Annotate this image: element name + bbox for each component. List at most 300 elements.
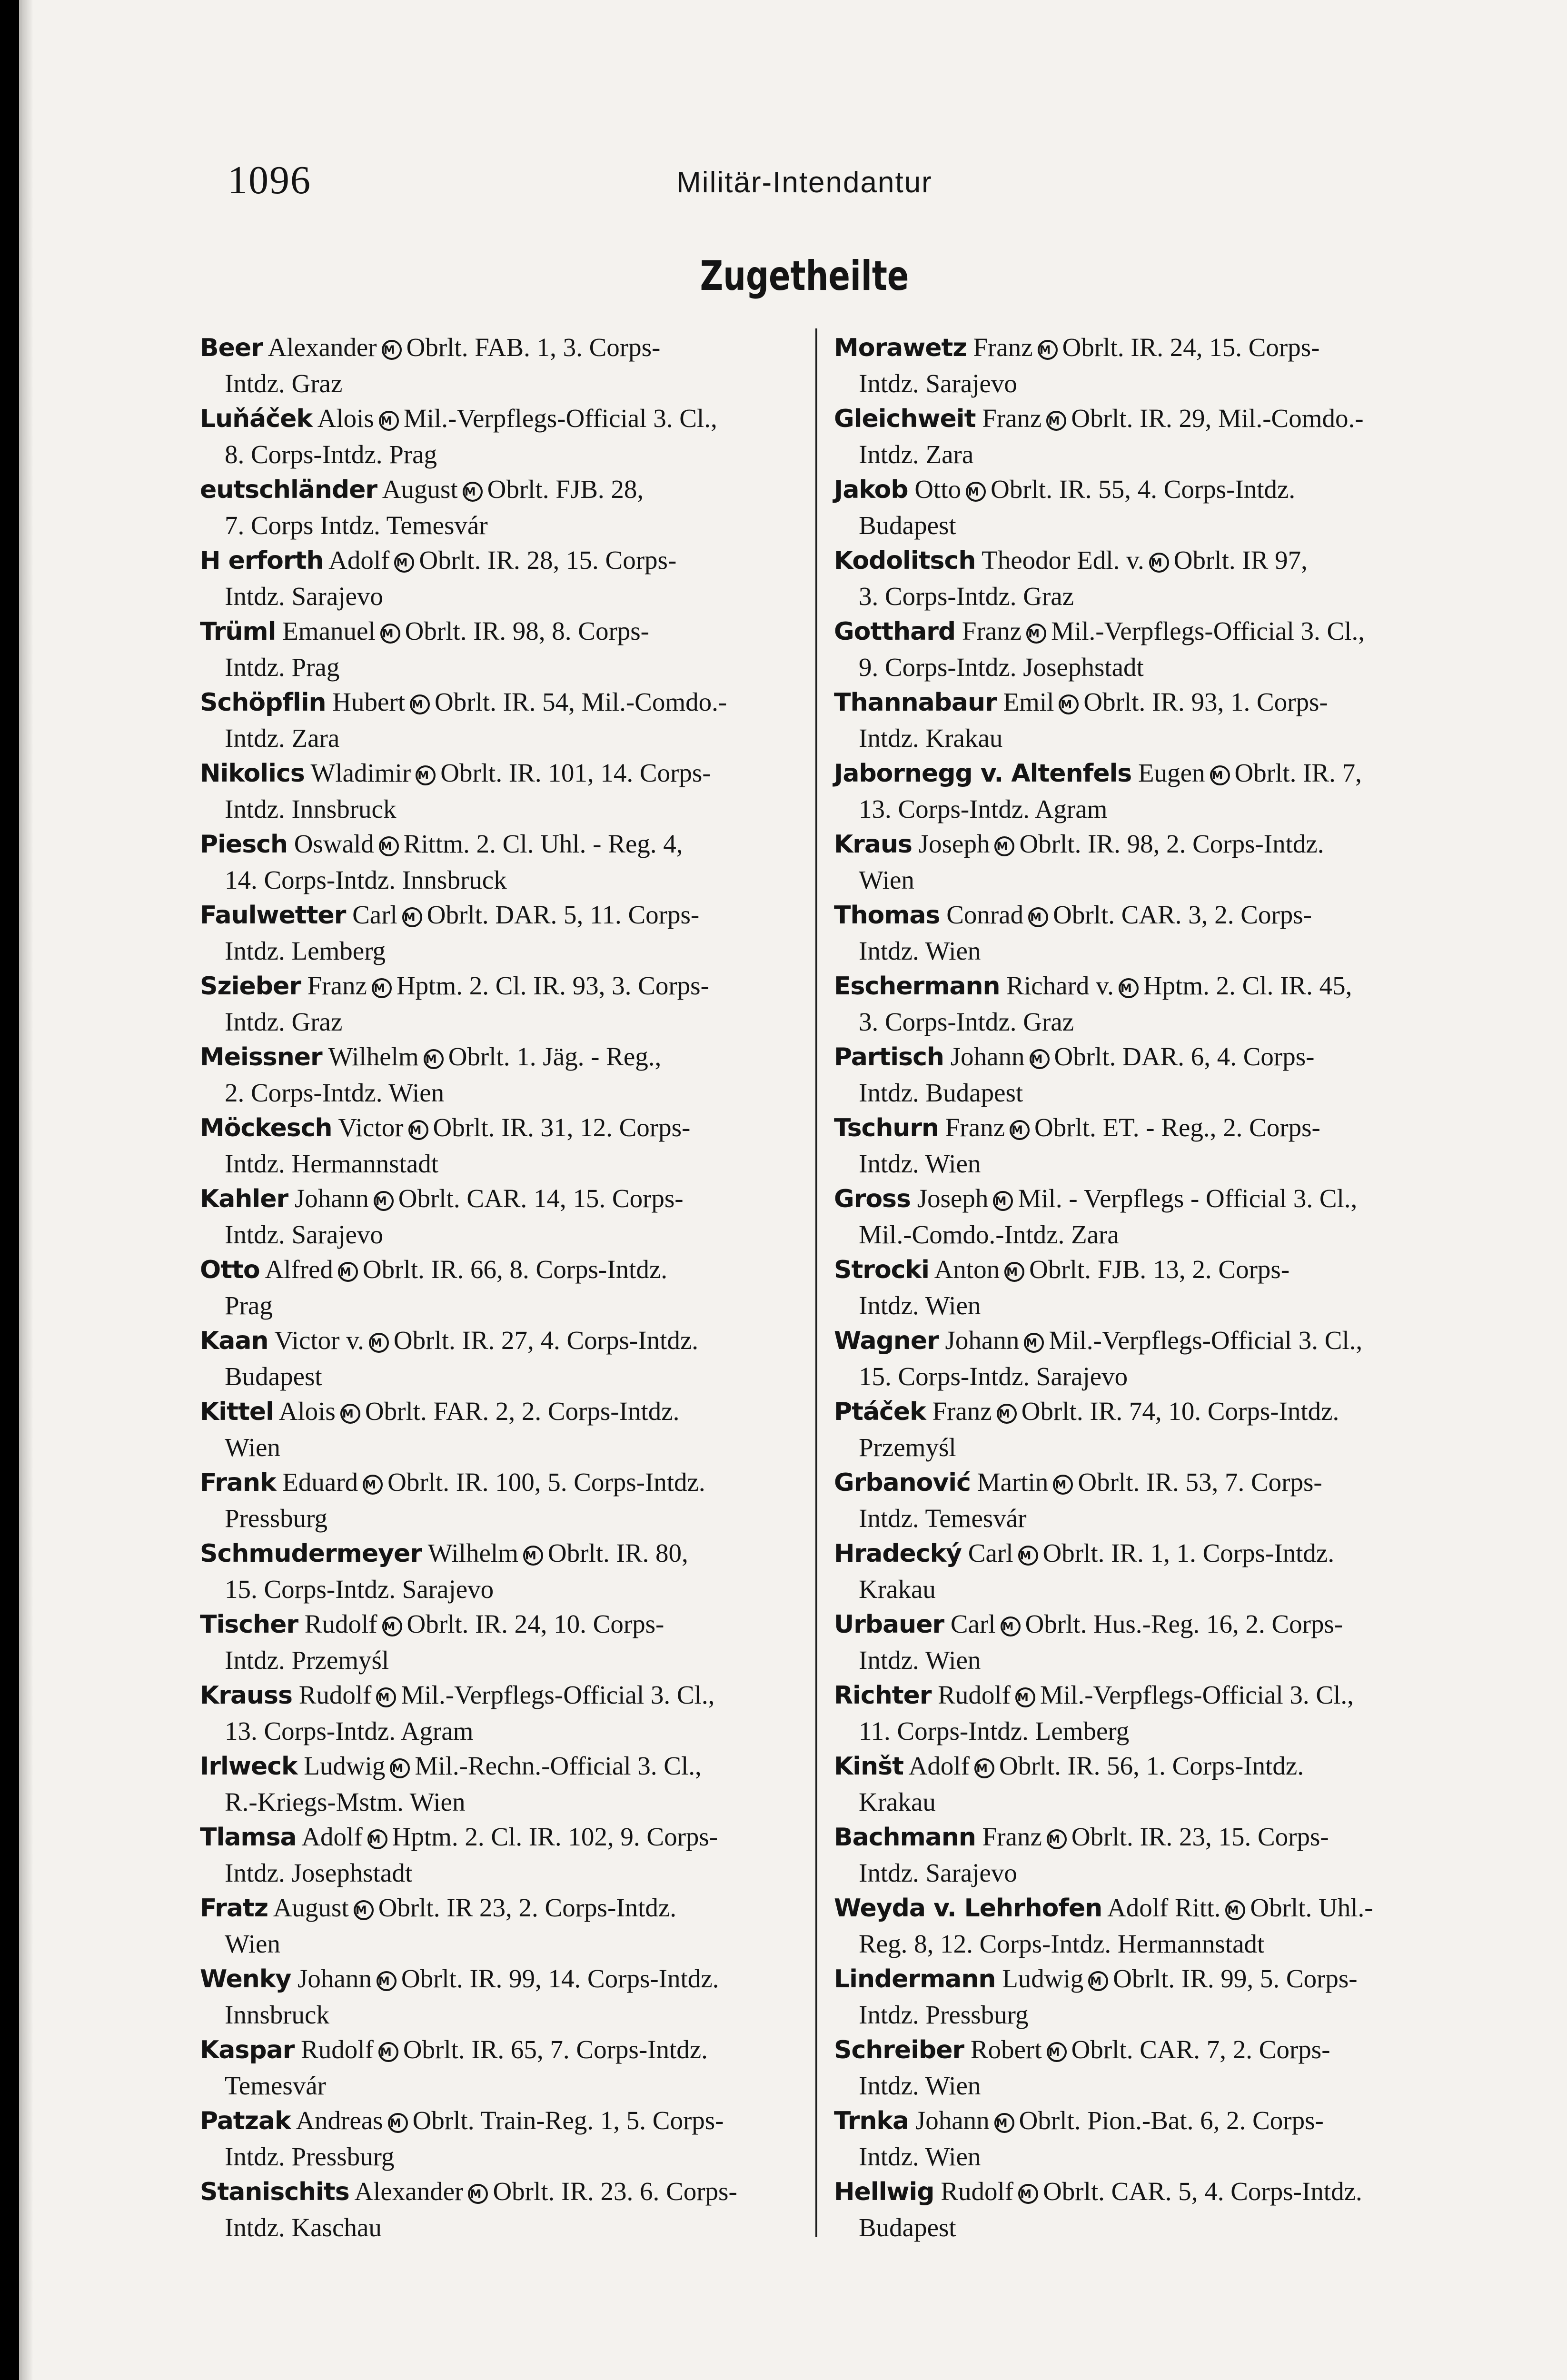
entry-given-name: Robert [970,2035,1042,2064]
entry-rank-unit: Hptm. 2. Cl. IR. 93, 3. Corps- [396,971,709,1000]
entry-given-name: Carl [950,1609,996,1638]
entry-line-2: Budapest [859,510,956,540]
left-column [200,330,804,2245]
entry-line-1 [200,1748,804,1785]
entry-given-name: Rudolf [298,1680,372,1709]
entry-rank-unit: Obrlt. CAR. 7, 2. Corps- [1071,2035,1330,2064]
entry-given-name: Theodor Edl. v. [982,545,1144,575]
directory-entry [200,2174,804,2245]
directory-entry [200,543,804,614]
directory-entry [834,1890,1448,1961]
military-order-icon: M [1088,1971,1108,1991]
entry-line-1 [834,1110,1448,1146]
directory-entry [834,2032,1448,2103]
entry-given-name: Emanuel [282,616,376,645]
entry-rank-unit: Mil.-Verpflegs-Official 3. Cl., [401,1680,715,1709]
military-order-icon: M [993,1191,1013,1211]
entry-surname: Urbauer [834,1610,944,1639]
entry-line-1 [834,1252,1448,1288]
entry-line-1 [834,897,1448,933]
entry-rank-unit: Obrlt. IR. 101, 14. Corps- [440,758,711,787]
military-order-icon: M [394,553,414,573]
military-order-icon: M [1018,2184,1038,2204]
entry-rank-unit: Obrlt. IR. 24, 10. Corps- [407,1609,664,1638]
directory-entry [200,1110,804,1181]
military-order-icon: M [1038,340,1058,360]
entry-line-1 [834,826,1448,863]
entry-line-1 [200,1677,804,1714]
military-order-icon: M [468,2184,488,2204]
directory-entry [200,826,804,897]
entry-rank-unit: Mil.-Verpflegs-Official 3. Cl., [1040,1680,1354,1709]
entry-line-2: Pressburg [225,1503,327,1533]
entry-rank-unit: Obrlt. DAR. 6, 4. Corps- [1054,1042,1315,1071]
entry-surname: Luňáček [200,405,312,433]
military-order-icon: M [410,694,430,714]
directory-entry [834,1536,1448,1606]
entry-rank-unit: Obrlt. IR. 99, 5. Corps- [1113,1964,1358,1993]
entry-line-1 [200,1606,804,1643]
entry-rank-unit: Obrlt. CAR. 5, 4. Corps-Intdz. [1043,2177,1362,2206]
entry-rank-unit: Obrlt. IR. 31, 12. Corps- [433,1113,691,1142]
directory-entry [834,826,1448,897]
entry-rank-unit: Obrlt. IR. 23, 15. Corps- [1071,1822,1329,1851]
entry-line-1 [200,1819,804,1855]
entry-surname: Kahler [200,1185,288,1213]
entry-line-1 [834,472,1448,508]
entry-line-1 [834,1536,1448,1572]
entry-given-name: Joseph [917,1184,989,1213]
entry-surname: Tlamsa [200,1823,297,1852]
directory-entry [834,614,1448,684]
entry-surname: Piesch [200,830,288,859]
entry-rank-unit: Obrlt. DAR. 5, 11. Corps- [426,900,700,929]
entry-line-2: Intdz. Krakau [859,723,1003,753]
entry-line-2: Intdz. Wien [859,2142,981,2171]
entry-line-2: Intdz. Lemberg [225,936,386,965]
entry-rank-unit: Obrlt. IR. 53, 7. Corps- [1078,1468,1322,1497]
entry-line-2: Intdz. Wien [859,1645,981,1675]
directory-entry [200,1606,804,1677]
entry-given-name: Franz [307,971,367,1000]
entry-surname: Meissner [200,1043,322,1071]
military-order-icon: M [1030,1049,1050,1069]
military-order-icon: M [402,907,422,927]
entry-rank-unit: Obrlt. FAB. 1, 3. Corps- [406,333,661,362]
entry-surname: Tschurn [834,1114,939,1142]
entry-line-1 [834,755,1448,792]
entry-rank-unit: Rittm. 2. Cl. Uhl. - Reg. 4, [403,829,683,858]
entry-surname: Richter [834,1681,932,1710]
entry-rank-unit: Obrlt. IR. 23. 6. Corps- [493,2177,737,2206]
military-order-icon: M [1210,765,1230,785]
entry-given-name: Ludwig [1002,1964,1084,1993]
entry-line-2: 13. Corps-Intdz. Agram [859,794,1108,823]
entry-rank-unit: Obrlt. 1. Jäg. - Reg., [448,1042,662,1071]
directory-entry [834,1748,1448,1819]
directory-entry [834,1394,1448,1465]
military-order-icon: M [374,1191,394,1211]
entry-surname: Szieber [200,972,301,1001]
entry-surname: Partisch [834,1043,944,1071]
directory-entry [834,1819,1448,1890]
directory-entry [200,1961,804,2032]
directory-entry [200,1536,804,1606]
entry-given-name: Victor [338,1113,404,1142]
directory-entry [200,614,804,684]
directory-entry [200,401,804,472]
entry-line-2: Intdz. Wien [859,936,981,965]
entry-given-name: Franz [932,1397,992,1426]
directory-entry [200,684,804,755]
entry-line-1 [200,1465,804,1501]
entry-line-1 [834,330,1448,366]
directory-entry [834,1252,1448,1323]
entry-given-name: Adolf Ritt. [1107,1893,1221,1922]
entry-surname: Frank [200,1468,276,1497]
entry-given-name: Franz [982,404,1042,433]
directory-entry [200,1039,804,1110]
entry-rank-unit: Obrlt. IR. 99, 14. Corps-Intdz. [401,1964,719,1993]
entry-surname: Otto [200,1256,260,1284]
military-order-icon: M [1059,694,1079,714]
military-order-icon: M [1047,2042,1067,2062]
entry-given-name: Franz [945,1113,1005,1142]
entry-surname: Wagner [834,1327,939,1355]
military-order-icon: M [1149,553,1169,573]
directory-entry [834,1606,1448,1677]
entry-rank-unit: Obrlt. CAR. 3, 2. Corps- [1053,900,1312,929]
entry-rank-unit: Obrlt. IR. 29, Mil.-Comdo.- [1071,404,1364,433]
entry-line-2: 3. Corps-Intdz. Graz [859,1007,1074,1036]
entry-given-name: Oswald [294,829,374,858]
entry-rank-unit: Obrlt. IR. 80, [547,1538,688,1567]
entry-given-name: Johann [945,1326,1020,1355]
entry-given-name: Richard v. [1006,971,1114,1000]
entry-rank-unit: Obrlt. IR 23, 2. Corps-Intdz. [378,1893,677,1922]
military-order-icon: M [1015,1687,1035,1707]
entry-line-2: Intdz. Pressburg [225,2142,395,2171]
entry-rank-unit: Obrlt. IR. 74, 10. Corps-Intdz. [1021,1397,1339,1426]
entry-line-1 [834,684,1448,721]
entry-rank-unit: Obrlt. IR. 55, 4. Corps-Intdz. [991,475,1296,504]
entry-surname: Morawetz [834,334,967,362]
entry-line-2: Intdz. Wien [859,1149,981,1178]
entry-rank-unit: Obrlt. IR. 54, Mil.-Comdo.- [435,687,727,716]
entry-line-2: Krakau [859,1574,936,1604]
entry-line-1 [200,755,804,792]
entry-rank-unit: Obrlt. Train-Reg. 1, 5. Corps- [412,2106,724,2135]
entry-given-name: Andreas [296,2106,383,2135]
entry-line-2: Intdz. Sarajevo [225,581,383,611]
entry-given-name: Adolf [301,1822,363,1851]
entry-given-name: Johann [294,1184,369,1213]
entry-rank-unit: Obrlt. IR 97, [1173,545,1308,575]
directory-entry [200,1819,804,1890]
entry-line-2: 8. Corps-Intdz. Prag [225,439,437,469]
entry-surname: Hradecký [834,1539,962,1568]
entry-rank-unit: Obrlt. FJB. 28, [487,475,644,504]
directory-entry [200,2032,804,2103]
entry-surname: Thannabaur [834,688,997,717]
directory-entry [200,330,804,401]
entry-line-2: 13. Corps-Intdz. Agram [225,1716,474,1745]
directory-entry [834,330,1448,401]
entry-surname: Wenky [200,1965,291,1993]
entry-surname: Schreiber [834,2036,964,2064]
entry-surname: Beer [200,334,263,362]
entry-surname: Grbanović [834,1468,971,1497]
entry-rank-unit: Obrlt. IR. 56, 1. Corps-Intdz. [999,1751,1304,1780]
entry-line-2: Wien [859,865,914,894]
entry-surname: Hellwig [834,2178,934,2206]
entry-rank-unit: Obrlt. IR. 28, 15. Corps- [419,545,677,575]
directory-entry [834,401,1448,472]
military-order-icon: M [369,1333,389,1353]
entry-line-1 [200,1039,804,1075]
entry-line-1 [834,1748,1448,1785]
entry-line-2: Intdz. Prag [225,652,340,682]
entry-surname: Gross [834,1185,911,1213]
entry-given-name: Conrad [946,900,1024,929]
entry-surname: Jakob [834,476,908,504]
entry-line-2: Wien [225,1929,280,1958]
military-order-icon: M [1026,624,1046,644]
entry-surname: Kodolitsch [834,546,976,575]
entry-line-1 [200,684,804,721]
entry-line-1 [834,543,1448,579]
entry-given-name: Alois [317,404,374,433]
military-order-icon: M [379,836,399,856]
entry-surname: Bachmann [834,1823,976,1852]
entry-line-2: Przemyśl [859,1432,956,1462]
directory-entry [200,968,804,1039]
entry-given-name: Franz [962,616,1022,645]
entry-line-2: Budapest [225,1361,322,1391]
military-order-icon: M [1119,978,1139,998]
entry-surname: Jabornegg v. Altenfels [834,759,1132,788]
entry-surname: Patzak [200,2107,291,2135]
entry-surname: Strocki [834,1256,929,1284]
entry-line-1 [834,1890,1448,1926]
right-column [834,330,1448,2245]
entry-given-name: Franz [973,333,1033,362]
entry-given-name: Victor v. [274,1326,364,1355]
entry-given-name: Rudolf [304,1609,377,1638]
entry-line-1 [834,1606,1448,1643]
directory-entry [200,1677,804,1748]
military-order-icon: M [1010,1120,1030,1140]
entry-line-2: Intdz. Sarajevo [225,1220,383,1249]
directory-entry [834,684,1448,755]
directory-entry [834,2174,1448,2245]
military-order-icon: M [974,1758,994,1778]
military-order-icon: M [363,1475,383,1495]
military-order-icon: M [994,2113,1014,2133]
entry-surname: Faulwetter [200,901,346,930]
directory-entry [834,1039,1448,1110]
entry-given-name: Johann [298,1964,372,1993]
entry-surname: Trüml [200,617,276,646]
entry-given-name: Franz [982,1822,1042,1851]
entry-line-1 [834,1465,1448,1501]
directory-entry [200,1252,804,1323]
entry-surname: H erforth [200,546,324,575]
entry-surname: Schmudermeyer [200,1539,422,1568]
directory-entry [200,472,804,543]
entry-given-name: Johann [915,2106,990,2135]
entry-given-name: Rudolf [941,2177,1014,2206]
entry-rank-unit: Obrlt. IR. 66, 8. Corps-Intdz. [362,1255,667,1284]
entry-line-2: Intdz. Wien [859,1290,981,1320]
entry-line-1 [200,1961,804,1997]
military-order-icon: M [523,1546,543,1566]
entry-line-2: Intdz. Innsbruck [225,794,397,823]
entry-surname: Weyda v. Lehrhofen [834,1894,1102,1923]
entry-line-1 [834,614,1448,650]
entry-given-name: Johann [950,1042,1025,1071]
military-order-icon: M [408,1120,428,1140]
directory-entry [834,1110,1448,1181]
entry-line-1 [834,1323,1448,1359]
entry-line-2: Prag [225,1290,273,1320]
page-number: 1096 [228,158,311,202]
entry-rank-unit: Obrlt. ET. - Reg., 2. Corps- [1034,1113,1320,1142]
directory-entry [834,543,1448,614]
entry-line-1 [200,897,804,933]
entry-line-1 [834,968,1448,1004]
entry-line-2: Intdz. Graz [225,368,343,398]
military-order-icon: M [966,482,986,502]
entry-line-1 [834,1394,1448,1430]
military-order-icon: M [1028,907,1048,927]
entry-line-2: 15. Corps-Intdz. Sarajevo [859,1361,1128,1391]
military-order-icon: M [1053,1475,1073,1495]
column-divider [815,328,817,2237]
entry-rank-unit: Mil.-Verpflegs-Official 3. Cl., [1049,1326,1363,1355]
entry-surname: Irlweck [200,1752,298,1781]
directory-entry [834,1323,1448,1394]
entry-line-1 [834,1961,1448,1997]
entry-rank-unit: Mil. - Verpflegs - Official 3. Cl., [1018,1184,1358,1213]
entry-surname: eutschländer [200,476,377,504]
entry-line-1 [834,1181,1448,1217]
military-order-icon: M [382,1616,402,1636]
directory-entry [834,472,1448,543]
entry-line-1 [834,2174,1448,2210]
entry-given-name: Otto [914,475,962,504]
entry-line-2: 14. Corps-Intdz. Innsbruck [225,865,507,894]
military-order-icon: M [367,1829,387,1849]
entry-surname: Schöpflin [200,688,326,717]
entry-rank-unit: Mil.-Verpflegs-Official 3. Cl., [403,404,717,433]
entry-line-1 [200,2032,804,2068]
entry-line-1 [834,1819,1448,1855]
military-order-icon: M [1024,1333,1044,1353]
military-order-icon: M [1046,411,1066,431]
directory-entry [200,1890,804,1961]
entry-given-name: Alexander [354,2177,464,2206]
entry-surname: Kaspar [200,2036,295,2064]
directory-entry [834,1677,1448,1748]
military-order-icon: M [1004,1262,1024,1282]
entry-line-1 [834,401,1448,437]
entry-given-name: Carl [352,900,397,929]
entry-line-2: 7. Corps Intdz. Temesvár [225,510,488,540]
military-order-icon: M [378,2042,398,2062]
entry-surname: Lindermann [834,1965,996,1993]
entry-rank-unit: Obrlt. Pion.-Bat. 6, 2. Corps- [1019,2106,1324,2135]
military-order-icon: M [354,1900,374,1920]
entry-line-2: Innsbruck [225,2000,329,2029]
entry-line-2: 15. Corps-Intdz. Sarajevo [225,1574,494,1604]
entry-line-2: R.-Kriegs-Mstm. Wien [225,1787,466,1816]
entry-surname: Eschermann [834,972,1000,1001]
entry-rank-unit: Obrlt. IR. 98, 2. Corps-Intdz. [1019,829,1324,858]
entry-line-1 [834,2103,1448,2139]
entry-line-2: 11. Corps-Intdz. Lemberg [859,1716,1130,1745]
military-order-icon: M [379,411,399,431]
entry-line-1 [200,968,804,1004]
entry-rank-unit: Obrlt. IR. 7, [1234,758,1362,787]
military-order-icon: M [463,482,483,502]
entry-given-name: Emil [1003,687,1054,716]
entry-line-2: Wien [225,1432,280,1462]
entry-rank-unit: Hptm. 2. Cl. IR. 45, [1143,971,1352,1000]
entry-line-2: Intdz. Hermannstadt [225,1149,439,1178]
entry-rank-unit: Mil.-Verpflegs-Official 3. Cl., [1051,616,1365,645]
entry-given-name: Alexander [268,333,377,362]
entry-rank-unit: Hptm. 2. Cl. IR. 102, 9. Corps- [392,1822,718,1851]
entry-line-1 [200,543,804,579]
entry-given-name: Wilhelm [427,1538,518,1567]
military-order-icon: M [994,836,1014,856]
entry-line-1 [200,1110,804,1146]
entry-given-name: Eugen [1138,758,1205,787]
entry-given-name: Martin [977,1468,1049,1497]
entry-line-1 [200,1323,804,1359]
entry-surname: Fratz [200,1894,268,1923]
entry-line-2: 3. Corps-Intdz. Graz [859,581,1074,611]
entry-given-name: Hubert [332,687,406,716]
entry-rank-unit: Obrlt. IR. 98, 8. Corps- [405,616,649,645]
entry-surname: Gotthard [834,617,956,646]
military-order-icon: M [416,765,436,785]
entry-line-1 [834,2032,1448,2068]
entry-line-2: Intdz. Josephstadt [225,1858,413,1887]
directory-entry [200,1181,804,1252]
military-order-icon: M [390,1758,410,1778]
entry-given-name: Adolf [328,545,390,575]
entry-line-1 [200,1394,804,1430]
entry-line-1 [200,1536,804,1572]
entry-line-2: Intdz. Zara [225,723,340,753]
entry-line-1 [200,330,804,366]
entry-rank-unit: Mil.-Rechn.-Official 3. Cl., [415,1751,702,1780]
military-order-icon: M [376,1687,396,1707]
entry-rank-unit: Obrlt. Hus.-Reg. 16, 2. Corps- [1025,1609,1343,1638]
entry-rank-unit: Obrlt. IR. 93, 1. Corps- [1083,687,1328,716]
military-order-icon: M [338,1262,358,1282]
entry-line-2: Budapest [859,2212,956,2242]
entry-line-1 [200,614,804,650]
entry-surname: Gleichweit [834,405,976,433]
entry-line-2: Krakau [859,1787,936,1816]
entry-line-2: Intdz. Zara [859,439,974,469]
military-order-icon: M [1018,1546,1038,1566]
entry-given-name: Eduard [282,1468,358,1497]
entry-rank-unit: Obrlt. Uhl.- [1250,1893,1373,1922]
